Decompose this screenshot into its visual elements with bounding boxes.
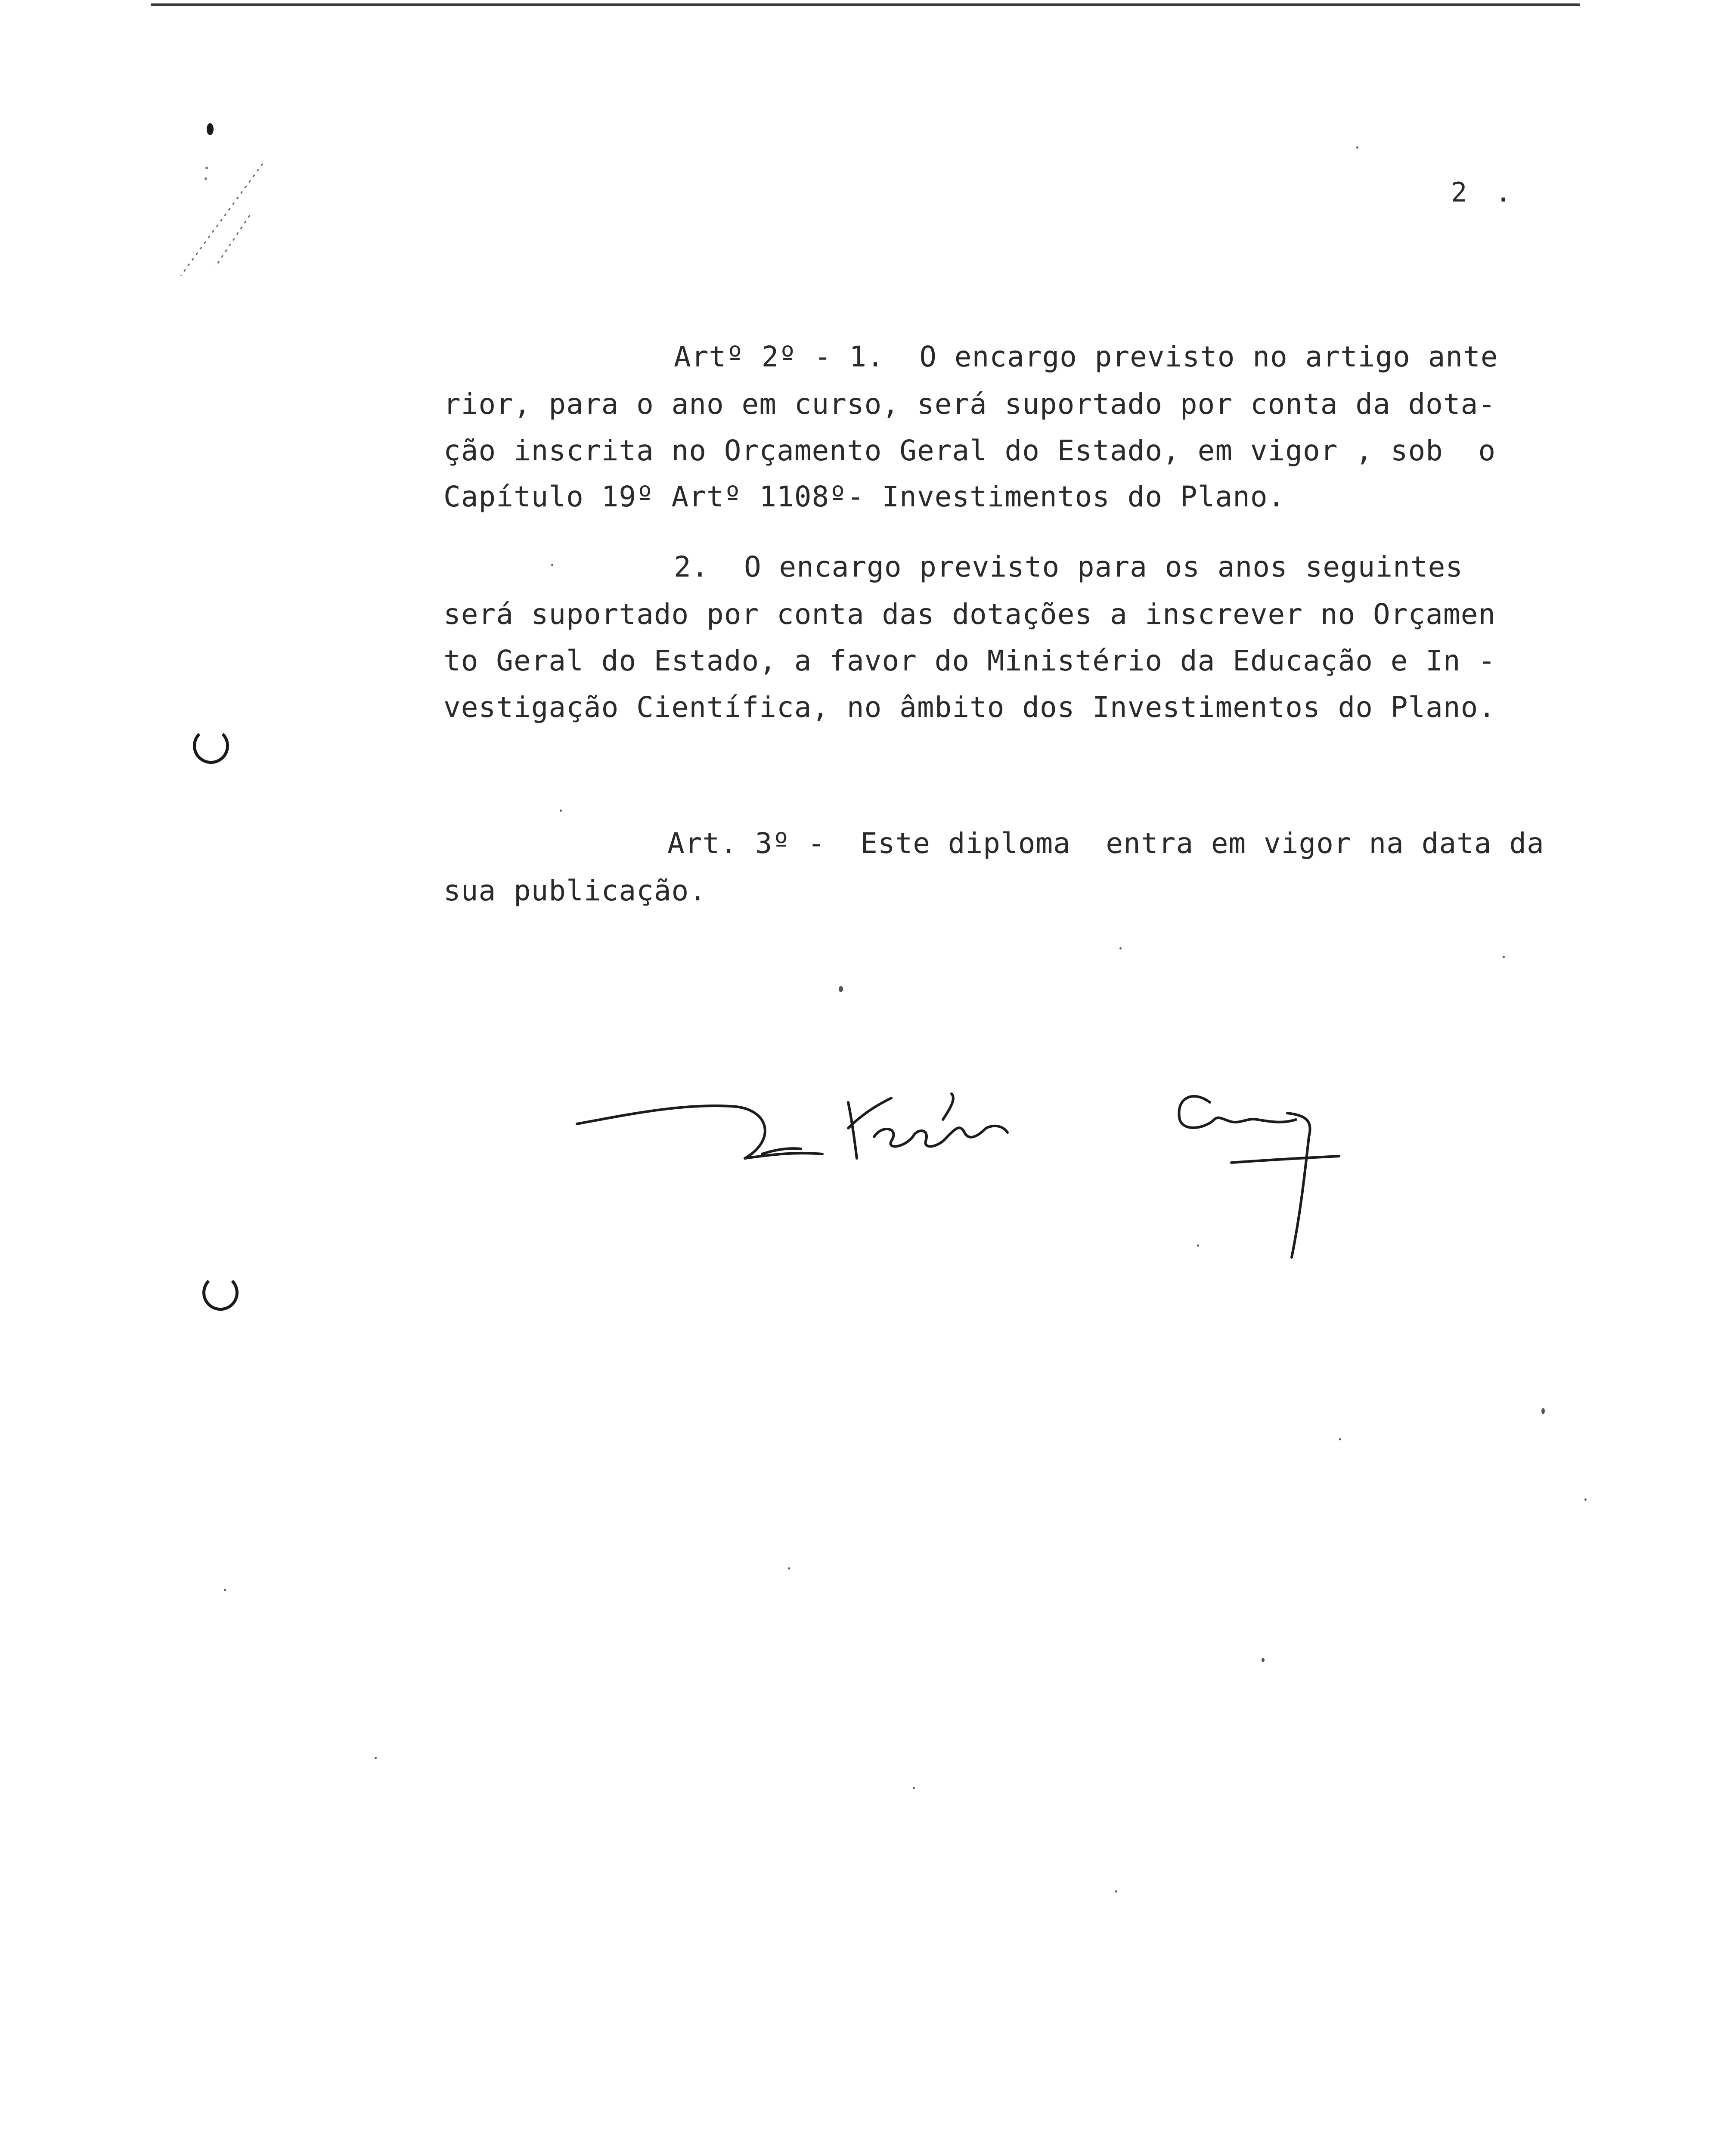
article-2-para-2-line-4: vestigação Científica, no âmbito dos Investimentos do Plano. <box>443 691 1496 724</box>
scan-speck <box>1503 956 1505 958</box>
scan-speck <box>224 1589 226 1591</box>
scan-speck <box>560 810 562 812</box>
scan-speck <box>1115 1890 1117 1892</box>
article-2-para-2-line-1: 2. O encargo previsto para os anos seguintes <box>674 550 1463 583</box>
scan-speck <box>1119 947 1122 949</box>
handwritten-signature <box>573 1072 1348 1296</box>
margin-scratch-marks <box>164 103 276 284</box>
scan-speck <box>839 986 843 992</box>
article-2-para-2-line-2: será suportado por conta das dotações a inscrever no Orçamen <box>443 598 1496 631</box>
scan-speck <box>1262 1658 1265 1662</box>
punch-hole-lower <box>202 1275 239 1311</box>
scan-speck <box>788 1567 790 1570</box>
scan-speck <box>551 564 553 566</box>
article-3-line-2: sua publicação. <box>443 874 707 907</box>
article-2-line-3: ção inscrita no Orçamento Geral do Estado, em vigor , sob o <box>443 434 1496 467</box>
scan-speck <box>1541 1408 1545 1414</box>
article-3-line-1: Art. 3º - Este diploma entra em vigor na data da <box>667 827 1544 860</box>
scan-speck <box>1584 1498 1587 1501</box>
scan-speck <box>913 1787 915 1789</box>
scan-speck <box>1197 1244 1199 1247</box>
article-2-line-1: Artº 2º - 1. O encargo previsto no artigo ante <box>674 340 1498 373</box>
scan-speck <box>1339 1438 1341 1440</box>
article-2-line-2: rior, para o ano em curso, será suportado por conta da dota- <box>443 388 1496 421</box>
top-border-rule <box>151 3 1580 6</box>
punch-hole-upper <box>193 728 229 764</box>
scan-speck <box>1356 146 1358 149</box>
page-number: 2 . <box>1451 177 1517 208</box>
article-2-line-4: Capítulo 19º Artº 1108º- Investimentos do Plano. <box>443 480 1286 513</box>
scan-speck <box>375 1757 377 1759</box>
article-2-para-2-line-3: to Geral do Estado, a favor do Ministério da Educação e In - <box>443 644 1496 677</box>
